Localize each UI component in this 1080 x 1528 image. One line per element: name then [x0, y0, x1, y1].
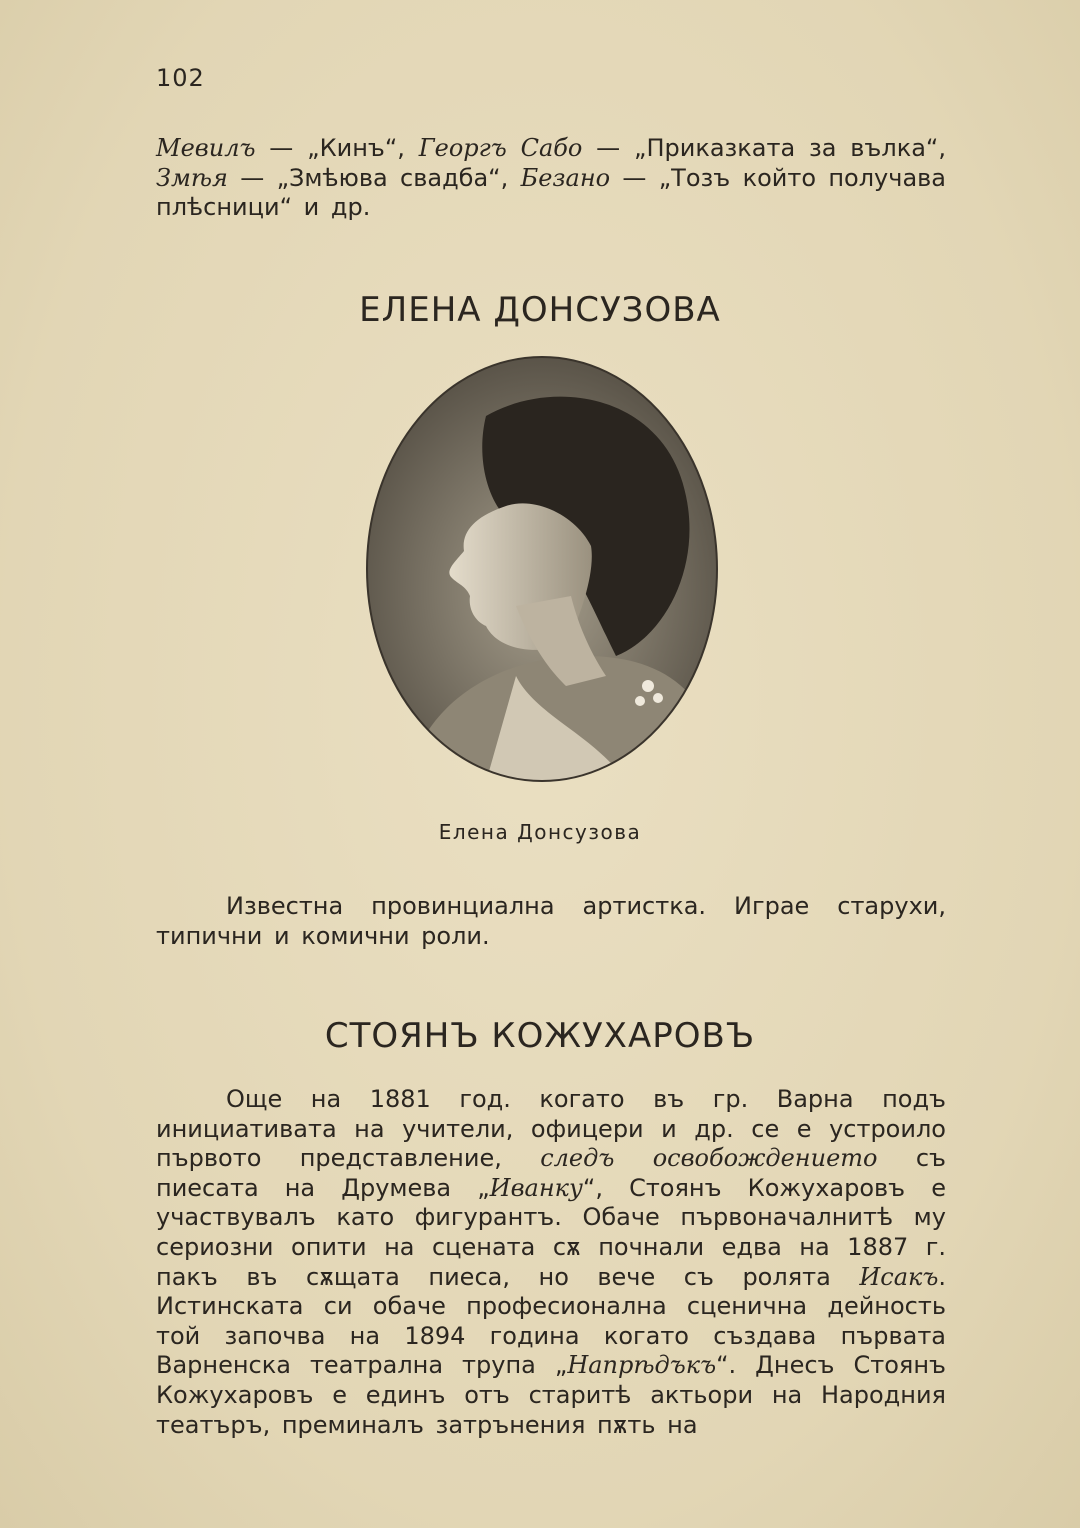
intro-author: Мевилъ — [156, 134, 256, 162]
intro-paragraph — [156, 134, 946, 223]
intro-text: — „Кинъ“, — [255, 134, 419, 162]
intro-text: — „Змѣюва свадба“, — [227, 163, 521, 192]
bio-italic: Исакъ — [859, 1262, 939, 1291]
intro-text: — „Приказката за вълка“, — [582, 134, 946, 162]
page-number: 102 — [156, 64, 205, 92]
kozhuharov-biography — [156, 1085, 946, 1440]
bio-text: съ пиесата на Друмева „ — [156, 1144, 946, 1202]
intro-author: Змѣя — [156, 163, 228, 192]
bio-italic: Иванку — [489, 1173, 583, 1202]
bio-text: Още на 1881 год. когато въ гр. Варна подъ инициативата на учители, офицери и др. се е устроило първото представление, — [156, 1085, 946, 1173]
intro-text: — „Тозъ който получава плѣсници“ и др. — [156, 163, 946, 221]
section-heading-kozhuharov: СТОЯНЪ КОЖУХАРОВЪ — [324, 1016, 756, 1056]
intro-author: Георгъ Сабо — [418, 134, 583, 162]
bio-text: “. Днесъ Стоянъ Кожухаровъ е единъ отъ старитѣ актьори на Народния театъръ, преминалъ затрънения пѫть на — [156, 1351, 947, 1439]
intro-author: Безано — [520, 163, 611, 192]
portrait-photo — [366, 356, 718, 782]
bio-text: “, Стоянъ Кожухаровъ е участвувалъ като фигурантъ. Обаче първоначалнитѣ му сериозни опити на сцената сѫ почнали едва на 1887 г. пакъ въ сѫщата пиеса, но вече съ ролята — [156, 1173, 946, 1291]
section-heading-donsuzova: ЕЛЕНА ДОНСУЗОВА — [359, 290, 721, 330]
bio-italic: Напрѣдъкъ — [567, 1351, 717, 1380]
bio-text: . Истинската си обаче професионална сценична дейность той започва на 1894 година когато създава първата Варненска театрална трупа „ — [156, 1262, 946, 1380]
bio-italic: следъ освобождението — [540, 1144, 878, 1173]
photo-caption: Елена Донсузова — [438, 820, 642, 844]
donsuzova-description: Известна провинциална артистка. Играе старухи, типични и комични роли. — [156, 892, 946, 950]
